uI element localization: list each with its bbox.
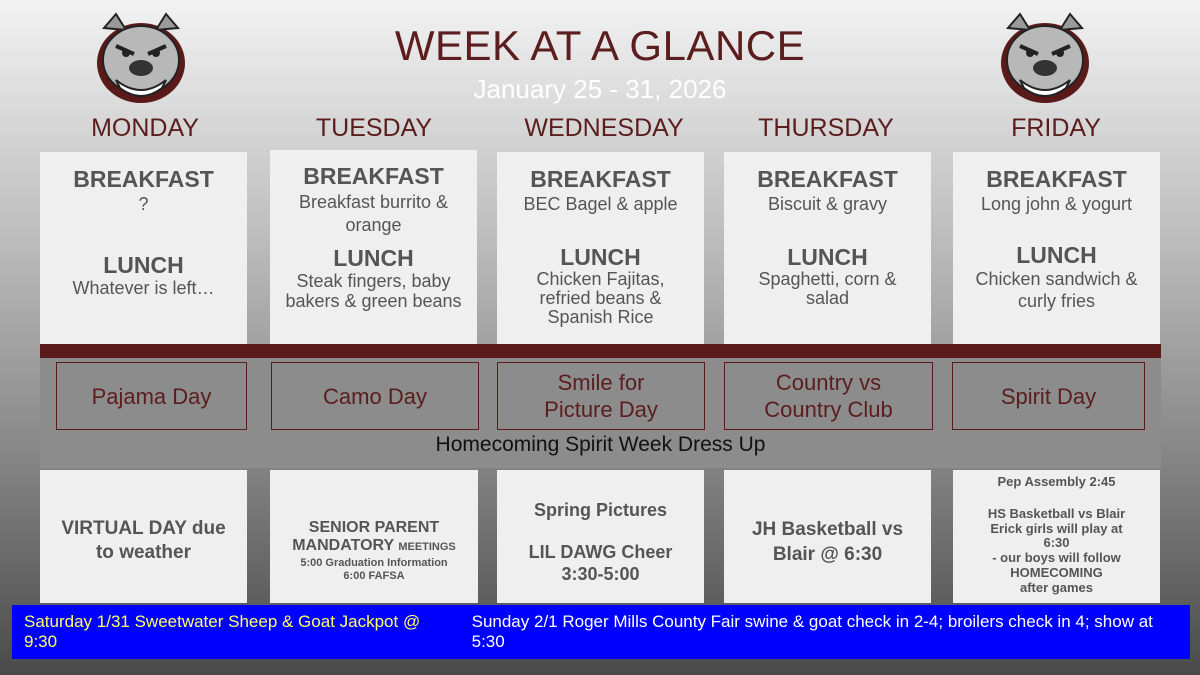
event-line-main: MANDATORY: [292, 537, 394, 554]
day-header-thursday: THURSDAY: [758, 114, 894, 142]
breakfast-item: ?: [138, 194, 149, 214]
event-line: Pep Assembly 2:45: [997, 474, 1116, 489]
event-line: 6:30: [1043, 535, 1070, 550]
dress-up-friday: Spirit Day: [952, 362, 1145, 430]
event-line: HS Basketball vs Blair: [987, 506, 1126, 521]
dress-up-wednesday-label: Smile for Picture Day: [544, 370, 658, 422]
event-line: - our boys will follow: [992, 550, 1121, 565]
date-range: January 25 - 31, 2026: [473, 74, 727, 104]
event-line: 3:30-5:00: [561, 564, 640, 584]
lunch-item: Steak fingers, baby bakers & green beans: [285, 271, 462, 311]
sunday-event: Sunday 2/1 Roger Mills County Fair swine & goat check in 2-4; broilers check in 4; show at 5:30: [471, 612, 1153, 651]
dress-up-caption: Homecoming Spirit Week Dress Up: [435, 433, 766, 456]
saturday-event: Saturday 1/31 Sweetwater Sheep & Goat Jackpot @ 9:30: [24, 612, 421, 651]
event-line-2: [270, 537, 478, 556]
dress-up-wednesday: [497, 362, 705, 430]
event-line: Spring Pictures: [533, 500, 668, 520]
dress-up-tuesday: Camo Day: [271, 362, 479, 430]
event-text: VIRTUAL DAY due to weather: [61, 518, 226, 563]
lunch-item: Chicken sandwich & curly fries: [975, 269, 1138, 311]
divider-band: [40, 344, 1161, 358]
dress-up-thursday: [724, 362, 933, 430]
breakfast-item: Long john & yogurt: [980, 194, 1133, 214]
event-text: JH Basketball vs Blair @ 6:30: [751, 519, 904, 565]
lunch-label: LUNCH: [787, 244, 868, 270]
dress-up-monday: Pajama Day: [56, 362, 247, 430]
event-line: 6:00 FAFSA: [343, 570, 405, 582]
breakfast-label: BREAKFAST: [986, 166, 1127, 192]
event-card-friday: [953, 470, 1160, 603]
lunch-item: Spaghetti, corn & salad: [758, 269, 897, 308]
event-line: Erick girls will play at: [990, 521, 1123, 536]
meal-card-wednesday: [497, 152, 704, 344]
meal-card-thursday: [724, 152, 931, 344]
event-card-tuesday: [270, 470, 478, 603]
lunch-label: LUNCH: [103, 252, 184, 278]
event-line: 5:00 Graduation Information: [300, 557, 448, 569]
day-header-monday: MONDAY: [91, 114, 199, 142]
lunch-label: LUNCH: [333, 245, 414, 271]
day-header-tuesday: TUESDAY: [315, 114, 433, 142]
lunch-item: Chicken Fajitas, refried beans & Spanish Rice: [536, 269, 665, 327]
lunch-label: LUNCH: [1016, 242, 1097, 268]
event-line: SENIOR PARENT: [308, 519, 440, 536]
meal-card-friday: [953, 152, 1160, 344]
event-line: HOMECOMING: [1010, 565, 1103, 580]
meal-card-tuesday: [270, 150, 477, 344]
day-header-wednesday: WEDNESDAY: [524, 114, 684, 142]
breakfast-label: BREAKFAST: [757, 166, 898, 192]
breakfast-label: BREAKFAST: [530, 166, 671, 192]
breakfast-item: Biscuit & gravy: [767, 194, 888, 214]
event-line: LIL DAWG Cheer: [528, 542, 673, 562]
lunch-label: LUNCH: [560, 244, 641, 270]
weekend-banner: [12, 605, 1190, 659]
meal-card-monday: [40, 152, 247, 344]
event-line-small: MEETINGS: [398, 541, 456, 553]
dress-up-thursday-label: Country vs Country Club: [764, 370, 893, 422]
breakfast-item: BEC Bagel & apple: [523, 194, 678, 214]
breakfast-label: BREAKFAST: [73, 166, 214, 192]
breakfast-label: BREAKFAST: [303, 163, 444, 189]
event-card-monday: [40, 470, 247, 603]
event-card-thursday: [724, 470, 931, 603]
event-card-wednesday: [497, 470, 704, 603]
page-title: WEEK AT A GLANCE: [394, 22, 806, 69]
breakfast-item: Breakfast burrito & orange: [298, 192, 449, 235]
event-line: after games: [1020, 580, 1093, 595]
lunch-item: Whatever is left…: [72, 278, 215, 298]
day-header-friday: FRIDAY: [1011, 114, 1101, 142]
